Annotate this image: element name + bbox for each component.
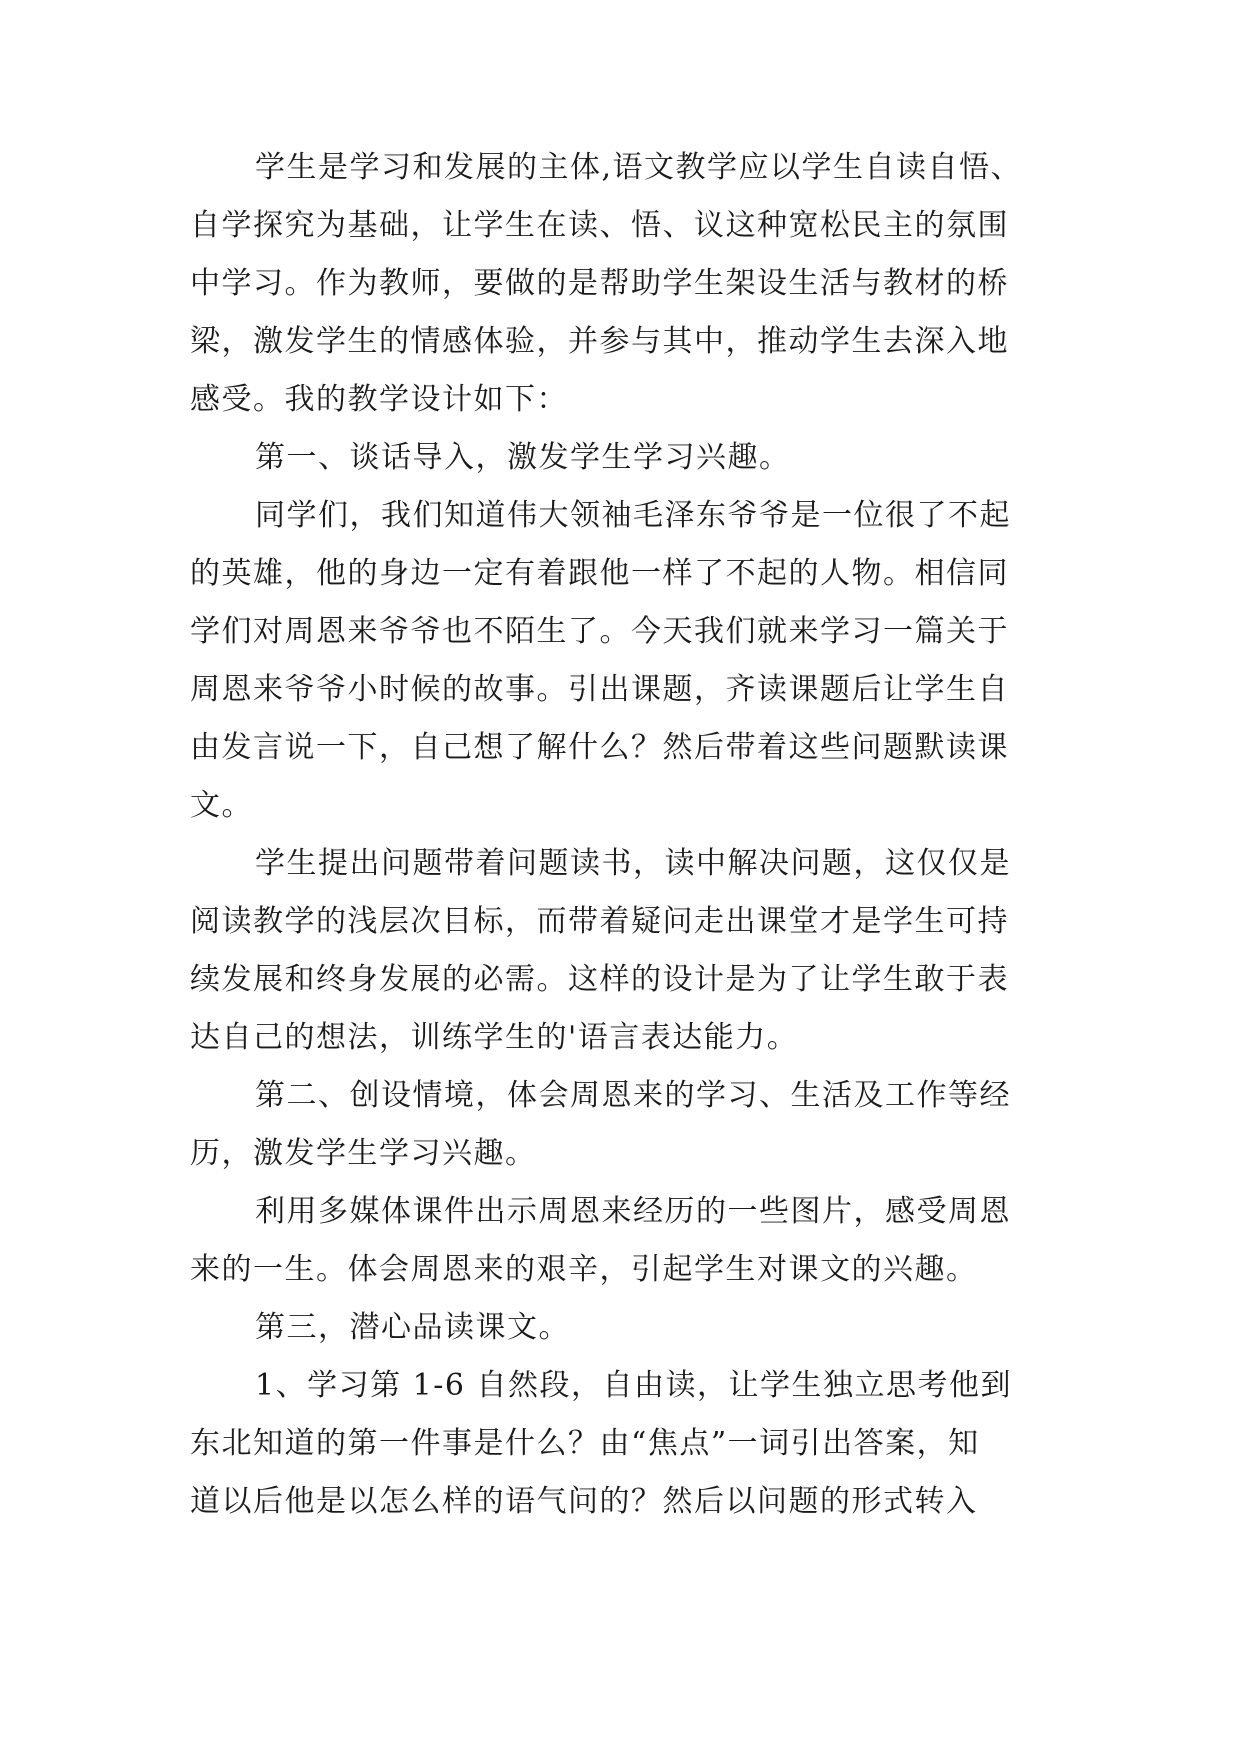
paragraph-3-line-1: 学生提出问题带着问题读书，读中解决问题，这仅仅是 [255, 846, 1011, 881]
section-heading-2-line-1: 第二、创设情境，体会周恩来的学习、生活及工作等经 [255, 1078, 1011, 1113]
paragraph-3-line-3: 续发展和终身发展的必需。这样的设计是为了让学生敢于表 [190, 962, 1009, 997]
paragraph-5-line-3: 道以后他是以怎么样的语气问的？然后以问题的形式转入 [190, 1484, 978, 1519]
paragraph-2-line-1: 同学们，我们知道伟大领袖毛泽东爷爷是一位很了不起 [255, 498, 1011, 533]
paragraph-2-line-3: 学们对周恩来爷爷也不陌生了。今天我们就来学习一篇关于 [190, 614, 1009, 649]
paragraph-2-line-2: 的英雄，他的身边一定有着跟他一样了不起的人物。相信同 [190, 556, 1009, 591]
section-heading-1: 第一、谈话导入，激发学生学习兴趣。 [255, 440, 791, 475]
paragraph-3-line-2: 阅读教学的浅层次目标，而带着疑问走出课堂才是学生可持 [190, 904, 1009, 939]
paragraph-3-line-4: 达自己的想法，训练学生的'语言表达能力。 [190, 1020, 799, 1055]
paragraph-2-line-4: 周恩来爷爷小时候的故事。引出课题，齐读课题后让学生自 [190, 672, 1009, 707]
section-heading-3: 第三，潜心品读课文。 [255, 1310, 570, 1345]
paragraph-1-line-3: 中学习。作为教师，要做的是帮助学生架设生活与教材的桥 [190, 266, 1009, 301]
paragraph-1-line-2: 自学探究为基础，让学生在读、悟、议这种宽松民主的氛围 [190, 208, 1009, 243]
paragraph-1-line-5: 感受。我的教学设计如下： [190, 382, 568, 417]
paragraph-5-line-2: 东北知道的第一件事是什么？由“焦点”一词引出答案，知 [190, 1426, 980, 1461]
paragraph-5-line-1: 1、学习第 1-6 自然段，自由读，让学生独立思考他到 [255, 1368, 1012, 1403]
paragraph-1-line-1: 学生是学习和发展的主体,语文教学应以学生自读自悟、 [255, 150, 1023, 185]
section-heading-2-line-2: 历，激发学生学习兴趣。 [190, 1136, 537, 1171]
paragraph-4-line-2: 来的一生。体会周恩来的艰辛，引起学生对课文的兴趣。 [190, 1252, 978, 1287]
paragraph-2-line-6: 文。 [190, 788, 253, 823]
paragraph-4-line-1: 利用多媒体课件出示周恩来经历的一些图片，感受周恩 [255, 1194, 1011, 1229]
paragraph-1-line-4: 梁，激发学生的情感体验，并参与其中，推动学生去深入地 [190, 324, 1009, 359]
paragraph-2-line-5: 由发言说一下，自己想了解什么？然后带着这些问题默读课 [190, 730, 1009, 765]
